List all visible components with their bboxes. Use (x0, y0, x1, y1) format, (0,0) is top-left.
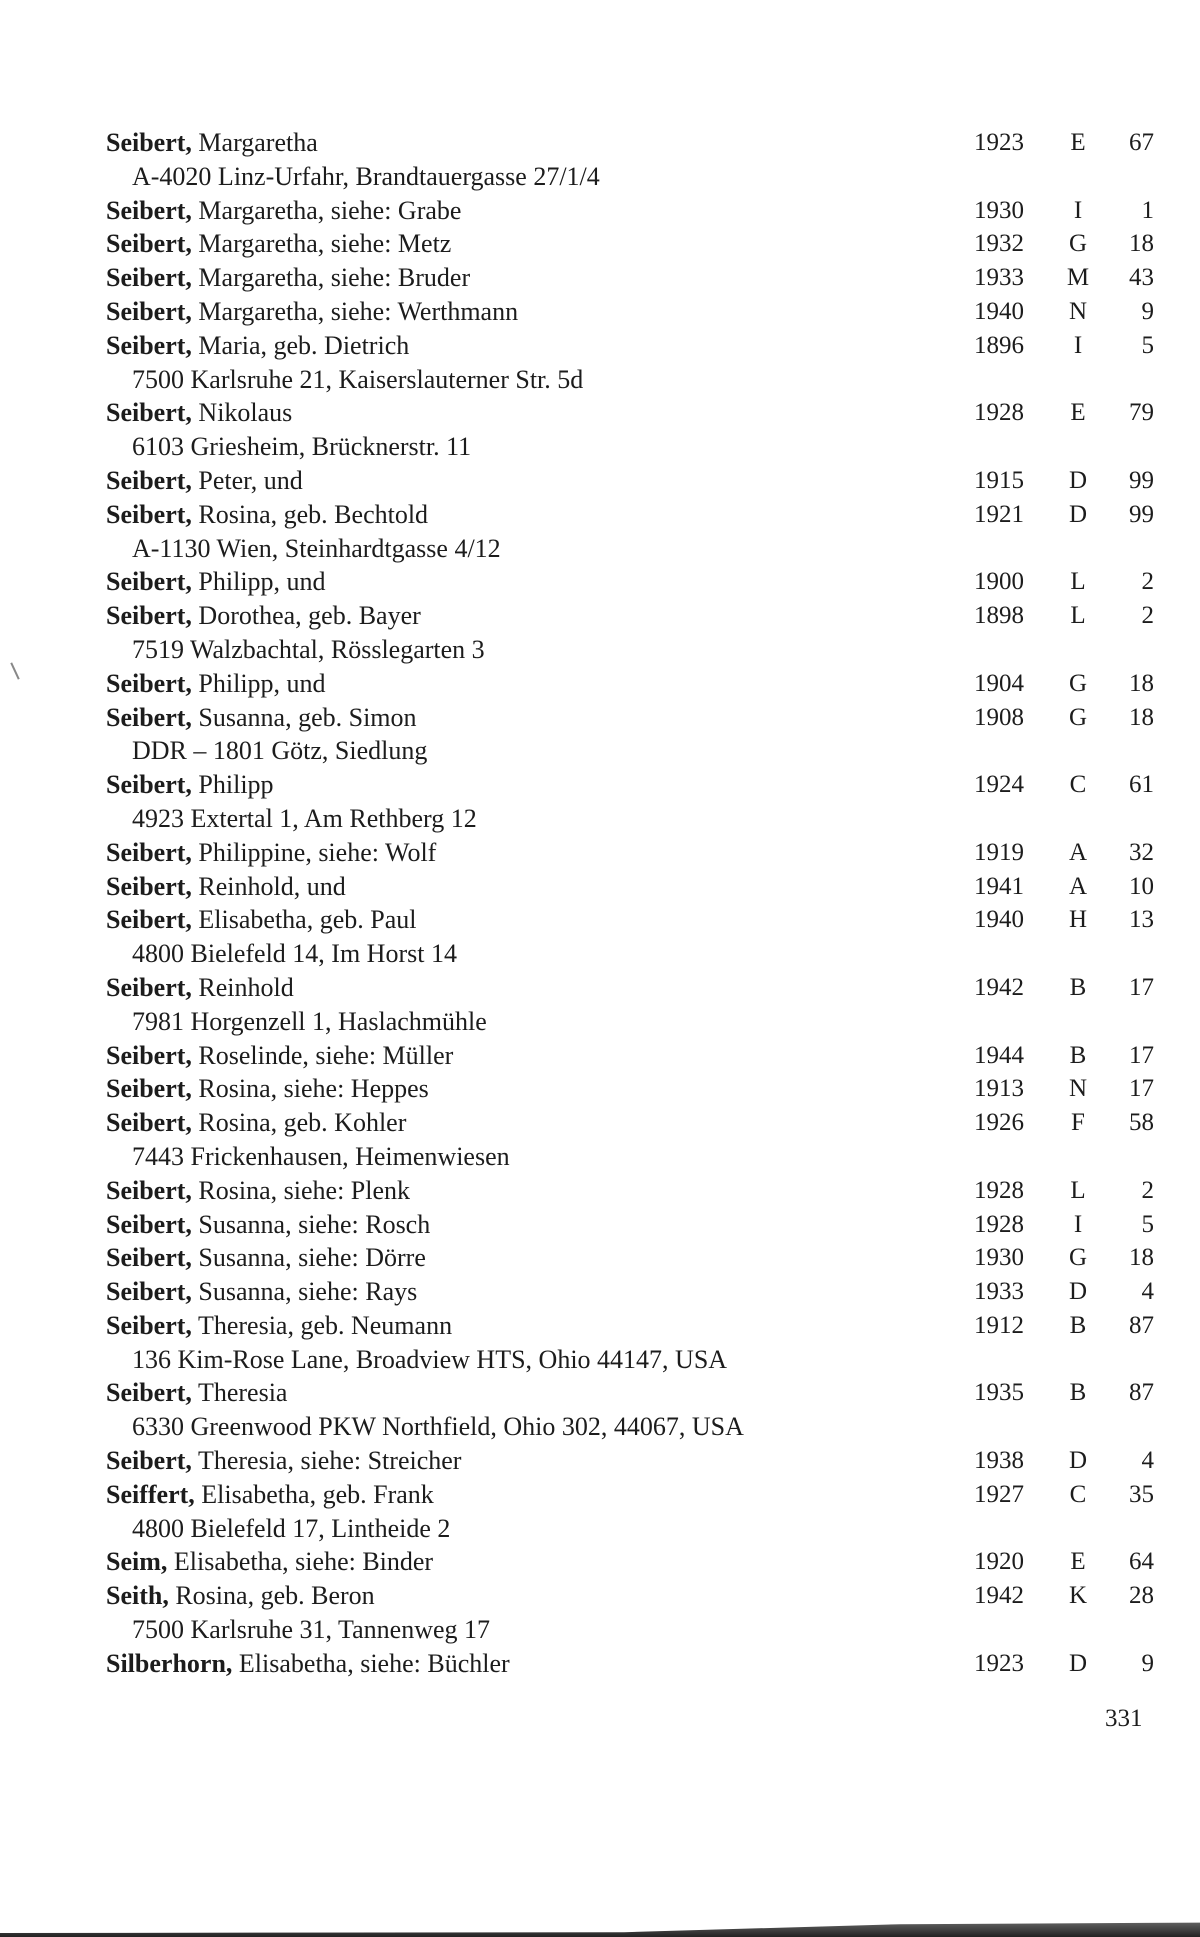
entry-letter: L (1070, 568, 1086, 596)
entry-letter: C (1069, 771, 1087, 799)
index-entry (106, 295, 1166, 329)
index-entry (106, 667, 1166, 701)
index-entry (106, 701, 1166, 735)
entry-year: 1941 (974, 872, 1024, 900)
entry-year: 1896 (974, 331, 1024, 359)
address-text: 6330 Greenwood PKW Northfield, Ohio 302, 44067, USA (132, 1412, 744, 1442)
surname: Seibert, (106, 871, 192, 901)
entry-page: 18 (1129, 669, 1154, 697)
entry-name (106, 565, 326, 599)
entry-year: 1915 (974, 466, 1024, 494)
entry-name (106, 464, 303, 498)
entry-name (106, 1647, 510, 1681)
entry-name (106, 329, 409, 363)
entry-name (106, 227, 451, 261)
address-line (106, 1005, 1166, 1039)
entry-letter: B (1069, 973, 1087, 1001)
entry-page: 9 (1141, 1649, 1154, 1677)
index-entry (106, 1241, 1166, 1275)
entry-letter: D (1068, 1649, 1088, 1677)
address-text: 7500 Karlsruhe 31, Tannenweg 17 (132, 1615, 491, 1645)
entry-year: 1933 (974, 264, 1024, 292)
given-name-detail: Susanna, siehe: Rays (191, 1277, 418, 1307)
given-name-detail: Elisabetha, geb. Paul (191, 905, 417, 935)
entry-page: 64 (1129, 1548, 1154, 1576)
entry-page: 87 (1129, 1379, 1154, 1407)
entry-year: 1942 (974, 973, 1024, 1001)
entry-year: 1923 (974, 1649, 1024, 1677)
index-entry (106, 227, 1166, 261)
margin-mark (10, 662, 19, 679)
entry-name (106, 261, 470, 295)
index-entry (106, 1579, 1166, 1613)
surname: Seith, (106, 1581, 169, 1611)
given-name-detail: Rosina, geb. Bechtold (191, 499, 429, 529)
index-entry (106, 261, 1166, 295)
entry-page: 4 (1141, 1447, 1154, 1475)
index-entry (106, 126, 1166, 160)
surname: Seibert, (106, 398, 192, 428)
given-name-detail: Theresia, siehe: Streicher (191, 1446, 462, 1476)
given-name-detail: Elisabetha, siehe: Büchler (232, 1648, 510, 1678)
index-entry (106, 1275, 1166, 1309)
entry-letter: M (1066, 264, 1090, 292)
entry-name (106, 1579, 375, 1613)
entry-name (106, 396, 292, 430)
surname: Seibert, (106, 128, 192, 157)
entry-name (106, 126, 318, 160)
given-name-detail: Philipp (191, 770, 274, 800)
entry-page: 17 (1129, 1075, 1154, 1103)
index-entry (106, 565, 1166, 599)
entry-name (106, 1106, 406, 1140)
given-name-detail: Rosina, siehe: Plenk (191, 1175, 411, 1205)
surname: Seibert, (106, 567, 192, 597)
given-name-detail: Margaretha, siehe: Metz (191, 229, 452, 259)
entry-page: 18 (1129, 230, 1154, 258)
surname: Seibert, (106, 1243, 192, 1273)
entry-year: 1913 (974, 1075, 1024, 1103)
entry-letter: I (1073, 1210, 1083, 1238)
given-name-detail: Rosina, siehe: Heppes (191, 1074, 429, 1104)
entry-letter: L (1070, 602, 1086, 630)
entry-year: 1942 (974, 1582, 1024, 1610)
surname: Seibert, (106, 905, 192, 935)
address-line (106, 532, 1166, 566)
entry-letter: N (1068, 1075, 1088, 1103)
entry-year: 1928 (974, 399, 1024, 427)
entry-letter: H (1068, 906, 1088, 934)
given-name-detail: Theresia, geb. Neumann (191, 1310, 453, 1340)
entry-letter: G (1068, 669, 1088, 697)
address-text: A-4020 Linz-Urfahr, Brandtauergasse 27/1/4 (132, 161, 600, 191)
surname: Silberhorn, (106, 1648, 233, 1678)
entry-year: 1932 (974, 230, 1024, 258)
address-text: 7500 Karlsruhe 21, Kaiserslauterner Str. 5d (132, 364, 584, 394)
given-name-detail: Roselinde, siehe: Müller (191, 1040, 454, 1070)
entry-page: 67 (1129, 129, 1154, 156)
entry-name (106, 768, 274, 802)
entry-year: 1938 (974, 1447, 1024, 1475)
entry-year: 1928 (974, 1210, 1024, 1238)
given-name-detail: Dorothea, geb. Bayer (191, 601, 421, 631)
address-text: 7519 Walzbachtal, Rösslegarten 3 (132, 634, 485, 664)
surname: Seibert, (106, 1108, 192, 1138)
address-line (106, 363, 1166, 397)
address-text: 4923 Extertal 1, Am Rethberg 12 (132, 803, 477, 833)
entry-page: 43 (1129, 264, 1154, 292)
entry-letter: B (1069, 1311, 1087, 1339)
given-name-detail: Philippine, siehe: Wolf (191, 837, 437, 867)
entry-name (106, 1545, 433, 1579)
index-entry (106, 1647, 1166, 1681)
surname: Seibert, (106, 702, 192, 732)
entry-year: 1940 (974, 906, 1024, 934)
entry-name (106, 701, 417, 735)
address-text: DDR – 1801 Götz, Siedlung (132, 736, 428, 766)
entry-page: 99 (1129, 466, 1154, 494)
entry-letter: F (1071, 1109, 1085, 1137)
entry-year: 1924 (974, 771, 1024, 799)
entry-name (106, 1039, 453, 1073)
address-line (106, 1613, 1166, 1647)
entry-year: 1926 (974, 1109, 1024, 1137)
entry-name (106, 971, 294, 1005)
entry-letter: L (1070, 1176, 1086, 1204)
address-line (106, 1512, 1166, 1546)
index-entry (106, 194, 1166, 228)
surname: Seibert, (106, 1277, 192, 1307)
index-entry (106, 870, 1166, 904)
page-number: 331 (1105, 1705, 1143, 1732)
entry-name (106, 870, 346, 904)
address-line (106, 1410, 1166, 1444)
entry-year: 1912 (974, 1311, 1024, 1339)
entry-letter: D (1068, 1447, 1088, 1475)
entry-letter: C (1069, 1480, 1087, 1508)
surname: Seibert, (106, 1175, 192, 1205)
address-line (106, 937, 1166, 971)
index-entry (106, 1478, 1166, 1512)
index-entry (106, 1376, 1166, 1410)
entry-year: 1927 (974, 1480, 1024, 1508)
index-entry (106, 1444, 1166, 1478)
index-entry (106, 1208, 1166, 1242)
surname: Seibert, (106, 770, 192, 800)
entry-page: 28 (1129, 1582, 1154, 1610)
entry-name (106, 1174, 410, 1208)
entry-year: 1933 (974, 1278, 1024, 1306)
entry-page: 13 (1129, 906, 1154, 934)
entry-letter: E (1070, 1548, 1086, 1576)
entry-page: 58 (1129, 1109, 1154, 1137)
entry-page: 18 (1129, 1244, 1154, 1272)
given-name-detail: Susanna, siehe: Dörre (191, 1243, 426, 1273)
surname: Seibert, (106, 195, 192, 225)
address-text: 7981 Horgenzell 1, Haslachmühle (132, 1006, 487, 1036)
entry-letter: K (1068, 1582, 1088, 1610)
index-entry (106, 1106, 1166, 1140)
entry-letter: G (1068, 703, 1088, 731)
surname: Seim, (106, 1547, 168, 1577)
address-line (106, 633, 1166, 667)
address-line (106, 1140, 1166, 1174)
index-entry (106, 599, 1166, 633)
entry-letter: G (1068, 230, 1088, 258)
index-entry (106, 836, 1166, 870)
entry-year: 1928 (974, 1176, 1024, 1204)
scan-edge (0, 1921, 1200, 1937)
entry-letter: A (1068, 838, 1088, 866)
entry-year: 1904 (974, 669, 1024, 697)
entry-page: 2 (1141, 602, 1154, 630)
surname: Seibert, (106, 229, 192, 259)
surname: Seibert, (106, 1209, 192, 1239)
index-entry (106, 1039, 1166, 1073)
entry-year: 1898 (974, 602, 1024, 630)
entry-year: 1940 (974, 297, 1024, 325)
given-name-detail: Theresia (191, 1378, 288, 1408)
index-entry (106, 1174, 1166, 1208)
entry-letter: D (1068, 466, 1088, 494)
surname: Seibert, (106, 1378, 192, 1408)
entry-letter: D (1068, 1278, 1088, 1306)
index-entry (106, 768, 1166, 802)
entry-year: 1900 (974, 568, 1024, 596)
index-entry (106, 1309, 1166, 1343)
address-text: 4800 Bielefeld 17, Lintheide 2 (132, 1513, 451, 1543)
given-name-detail: Nikolaus (191, 398, 293, 428)
entry-name (106, 599, 421, 633)
given-name-detail: Maria, geb. Dietrich (191, 330, 410, 360)
entry-letter: D (1068, 500, 1088, 528)
given-name-detail: Margaretha, siehe: Bruder (191, 263, 471, 293)
entry-letter: G (1068, 1244, 1088, 1272)
entry-letter: B (1069, 1379, 1087, 1407)
entry-name (106, 1241, 426, 1275)
entry-page: 35 (1129, 1480, 1154, 1508)
entry-name (106, 1309, 452, 1343)
entry-page: 10 (1129, 872, 1154, 900)
surname: Seibert, (106, 499, 192, 529)
entry-page: 32 (1129, 838, 1154, 866)
surname: Seibert, (106, 668, 192, 698)
entry-page: 17 (1129, 973, 1154, 1001)
address-text: A-1130 Wien, Steinhardtgasse 4/12 (132, 533, 501, 563)
entry-year: 1930 (974, 196, 1024, 224)
address-line (106, 160, 1166, 194)
surname: Seibert, (106, 1446, 192, 1476)
address-text: 4800 Bielefeld 14, Im Horst 14 (132, 939, 457, 969)
index-entry (106, 396, 1166, 430)
index-entry (106, 1545, 1166, 1579)
entry-year: 1908 (974, 703, 1024, 731)
given-name-detail: Susanna, siehe: Rosch (191, 1209, 431, 1239)
entry-name (106, 903, 416, 937)
entry-year: 1919 (974, 838, 1024, 866)
given-name-detail: Margaretha (191, 128, 318, 157)
surname: Seibert, (106, 1310, 192, 1340)
entry-name (106, 836, 436, 870)
entry-year: 1920 (974, 1548, 1024, 1576)
address-text: 7443 Frickenhausen, Heimenwiesen (132, 1141, 510, 1171)
entry-page: 18 (1129, 703, 1154, 731)
entry-name (106, 1478, 434, 1512)
index-entry (106, 903, 1166, 937)
index-entry (106, 329, 1166, 363)
given-name-detail: Margaretha, siehe: Werthmann (191, 296, 519, 326)
address-line (106, 1343, 1166, 1377)
address-text: 136 Kim-Rose Lane, Broadview HTS, Ohio 44147, USA (132, 1344, 728, 1374)
surname: Seibert, (106, 837, 192, 867)
entry-year: 1930 (974, 1244, 1024, 1272)
entry-name (106, 1444, 461, 1478)
entry-page: 4 (1141, 1278, 1154, 1306)
entry-page: 87 (1129, 1311, 1154, 1339)
surname: Seibert, (106, 465, 192, 495)
index-entry (106, 1072, 1166, 1106)
surname: Seibert, (106, 330, 192, 360)
surname: Seibert, (106, 972, 192, 1002)
surname: Seibert, (106, 263, 192, 293)
entry-name (106, 1208, 430, 1242)
address-line (106, 734, 1166, 768)
entry-name (106, 1376, 287, 1410)
surname: Seibert, (106, 601, 192, 631)
entry-letter: B (1069, 1041, 1087, 1069)
surname: Seibert, (106, 296, 192, 326)
entry-page: 1 (1141, 196, 1154, 224)
entry-letter: I (1073, 331, 1083, 359)
entry-page: 17 (1129, 1041, 1154, 1069)
entry-page: 9 (1141, 297, 1154, 325)
index-entry (106, 971, 1166, 1005)
entry-year: 1944 (974, 1041, 1024, 1069)
entry-page: 99 (1129, 500, 1154, 528)
entry-page: 5 (1141, 331, 1154, 359)
entry-page: 2 (1141, 1176, 1154, 1204)
entry-name (106, 667, 326, 701)
given-name-detail: Reinhold (191, 972, 294, 1002)
surname: Seibert, (106, 1040, 192, 1070)
entry-letter: A (1068, 872, 1088, 900)
given-name-detail: Elisabetha, siehe: Binder (167, 1547, 434, 1577)
index-entries (106, 126, 1166, 1681)
given-name-detail: Rosina, geb. Kohler (191, 1108, 407, 1138)
entry-name (106, 194, 461, 228)
surname: Seibert, (106, 1074, 192, 1104)
address-text: 6103 Griesheim, Brücknerstr. 11 (132, 432, 472, 462)
entry-name (106, 498, 428, 532)
entry-letter: N (1068, 297, 1088, 325)
surname: Seiffert, (106, 1479, 195, 1509)
entry-year: 1935 (974, 1379, 1024, 1407)
given-name-detail: Reinhold, und (191, 871, 346, 901)
given-name-detail: Philipp, und (191, 567, 326, 597)
entry-letter: E (1070, 399, 1086, 427)
index-entry (106, 464, 1166, 498)
entry-page: 61 (1129, 771, 1154, 799)
entry-name (106, 1275, 417, 1309)
given-name-detail: Rosina, geb. Beron (168, 1581, 375, 1611)
entry-year: 1923 (974, 129, 1024, 156)
address-line (106, 430, 1166, 464)
entry-letter: I (1073, 196, 1083, 224)
entry-page: 5 (1141, 1210, 1154, 1238)
address-line (106, 802, 1166, 836)
index-entry (106, 498, 1166, 532)
entry-name (106, 295, 518, 329)
entry-year: 1921 (974, 500, 1024, 528)
given-name-detail: Elisabetha, geb. Frank (194, 1479, 434, 1509)
given-name-detail: Susanna, geb. Simon (191, 702, 417, 732)
given-name-detail: Philipp, und (191, 668, 326, 698)
given-name-detail: Margaretha, siehe: Grabe (191, 195, 462, 225)
entry-letter: E (1070, 129, 1086, 156)
entry-page: 79 (1129, 399, 1154, 427)
entry-name (106, 1072, 429, 1106)
given-name-detail: Peter, und (191, 465, 303, 495)
entry-page: 2 (1141, 568, 1154, 596)
